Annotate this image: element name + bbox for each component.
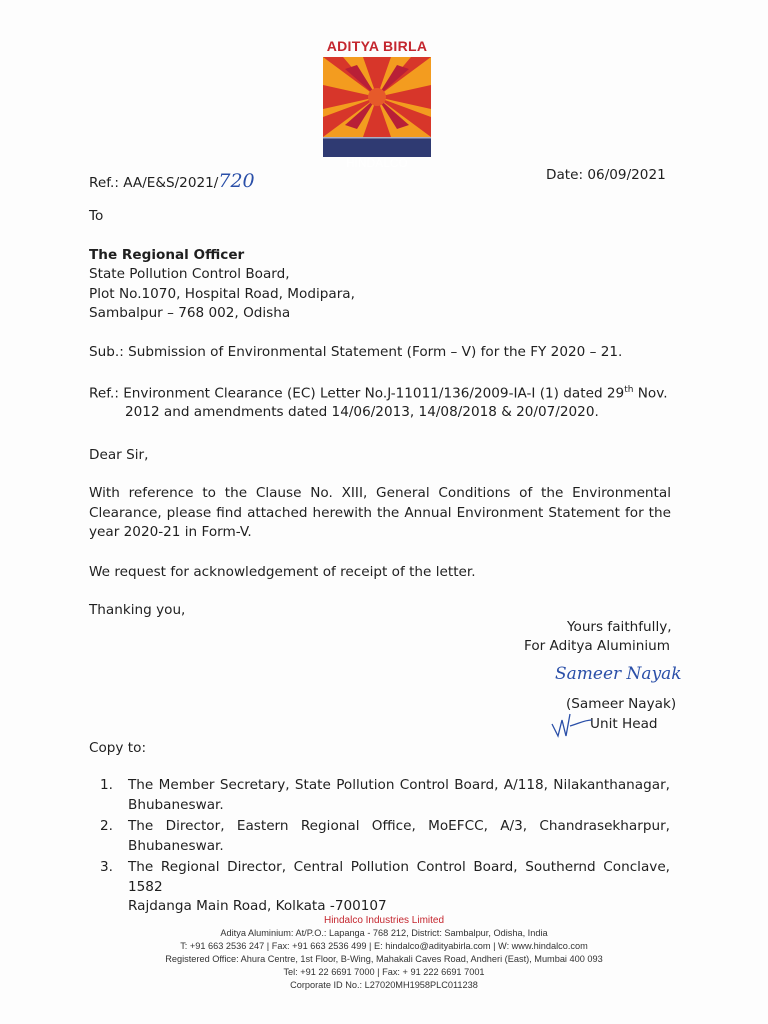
footer-line: T: +91 663 2536 247 | Fax: +91 663 2536 499 | E: hindalco@adityabirla.com | W: www.hindalco.com <box>180 941 588 951</box>
request-line: We request for acknowledgement of receipt of the letter. <box>89 564 476 580</box>
footer-line: Aditya Aluminium: At/P.O.: Lapanga - 768 212, District: Sambalpur, Odisha, India <box>220 928 548 938</box>
reference-text-b: Nov. <box>633 385 668 402</box>
body-line: With reference to the Clause No. XIII, General Conditions of the Environmental <box>89 485 671 501</box>
recipient-line-1: State Pollution Control Board, <box>89 266 290 282</box>
footer-line: Registered Office: Ahura Centre, 1st Floor, B-Wing, Mahakali Caves Road, Andheri (East), Mumbai 400 093 <box>165 954 603 964</box>
closing-line: Yours faithfully, <box>567 619 672 635</box>
signatory-name: (Sameer Nayak) <box>566 696 677 712</box>
list-item-number: 1. <box>100 777 113 793</box>
list-item-line: The Regional Director, Central Pollution Control Board, Southernd Conclave, 1582 <box>128 859 670 895</box>
reference-prefix: Ref.: AA/E&S/2021/ <box>89 175 219 191</box>
recipient-line-2: Plot No.1070, Hospital Road, Modipara, <box>89 286 355 302</box>
list-item <box>100 817 670 856</box>
footer-line: Corporate ID No.: L27020MH1958PLC011238 <box>290 980 478 990</box>
logo-sun-emblem-icon <box>323 57 431 157</box>
thanks-line: Thanking you, <box>89 602 186 618</box>
list-item-number: 3. <box>100 859 113 875</box>
company-logo <box>322 38 432 170</box>
letterhead-footer <box>0 914 768 992</box>
list-item-line: Rajdanga Main Road, Kolkata -700107 <box>128 898 387 914</box>
list-item <box>100 858 670 917</box>
list-item-line: The Member Secretary, State Pollution Control Board, A/118, Nilakanthanagar, <box>128 777 670 793</box>
letter-date: Date: 06/09/2021 <box>546 167 666 183</box>
list-item <box>100 776 670 815</box>
list-item-line: The Director, Eastern Regional Office, MoEFCC, A/3, Chandrasekharpur, <box>128 818 670 834</box>
salutation: Dear Sir, <box>89 447 149 463</box>
copy-list <box>100 776 670 919</box>
subject-line: Sub.: Submission of Environmental Statement (Form – V) for the FY 2020 – 21. <box>89 344 623 360</box>
body-line: Clearance, please find attached herewith the Annual Environment Statement for the <box>89 504 671 521</box>
footer-company: Hindalco Industries Limited <box>323 915 445 926</box>
handwritten-ref-number: 720 <box>218 170 255 192</box>
reference-line <box>89 172 255 193</box>
body-line: year 2020-21 in Form-V. <box>89 524 252 540</box>
to-label: To <box>89 208 104 224</box>
reference-detail-line-1 <box>89 381 668 404</box>
signatory-title: Unit Head <box>590 716 658 732</box>
reference-detail-line-2: 2012 and amendments dated 14/06/2013, 14/08/2018 & 20/07/2020. <box>125 404 599 420</box>
list-item-line: Bhubaneswar. <box>128 837 224 854</box>
list-item-number: 2. <box>100 818 113 834</box>
logo-sub-text: HINDALCO <box>346 158 408 170</box>
logo-brand-text: ADITYA BIRLA <box>326 38 428 54</box>
reference-text-a: Ref.: Environment Clearance (EC) Letter No.J-11011/136/2009-IA-I (1) dated 29 <box>89 385 625 402</box>
handwritten-signature: Sameer Nayak <box>555 664 682 684</box>
copy-to-label: Copy to: <box>89 740 147 756</box>
for-company: For Aditya Aluminium <box>524 638 671 654</box>
list-item-line: Bhubaneswar. <box>128 796 224 813</box>
recipient-line-3: Sambalpur – 768 002, Odisha <box>89 305 291 321</box>
body-paragraph <box>89 484 671 543</box>
recipient-title: The Regional Officer <box>89 247 245 263</box>
reference-superscript: th <box>624 385 634 395</box>
initials-scribble-icon <box>548 706 598 740</box>
footer-line: Tel: +91 22 6691 7000 | Fax: + 91 222 6691 7001 <box>283 967 485 977</box>
